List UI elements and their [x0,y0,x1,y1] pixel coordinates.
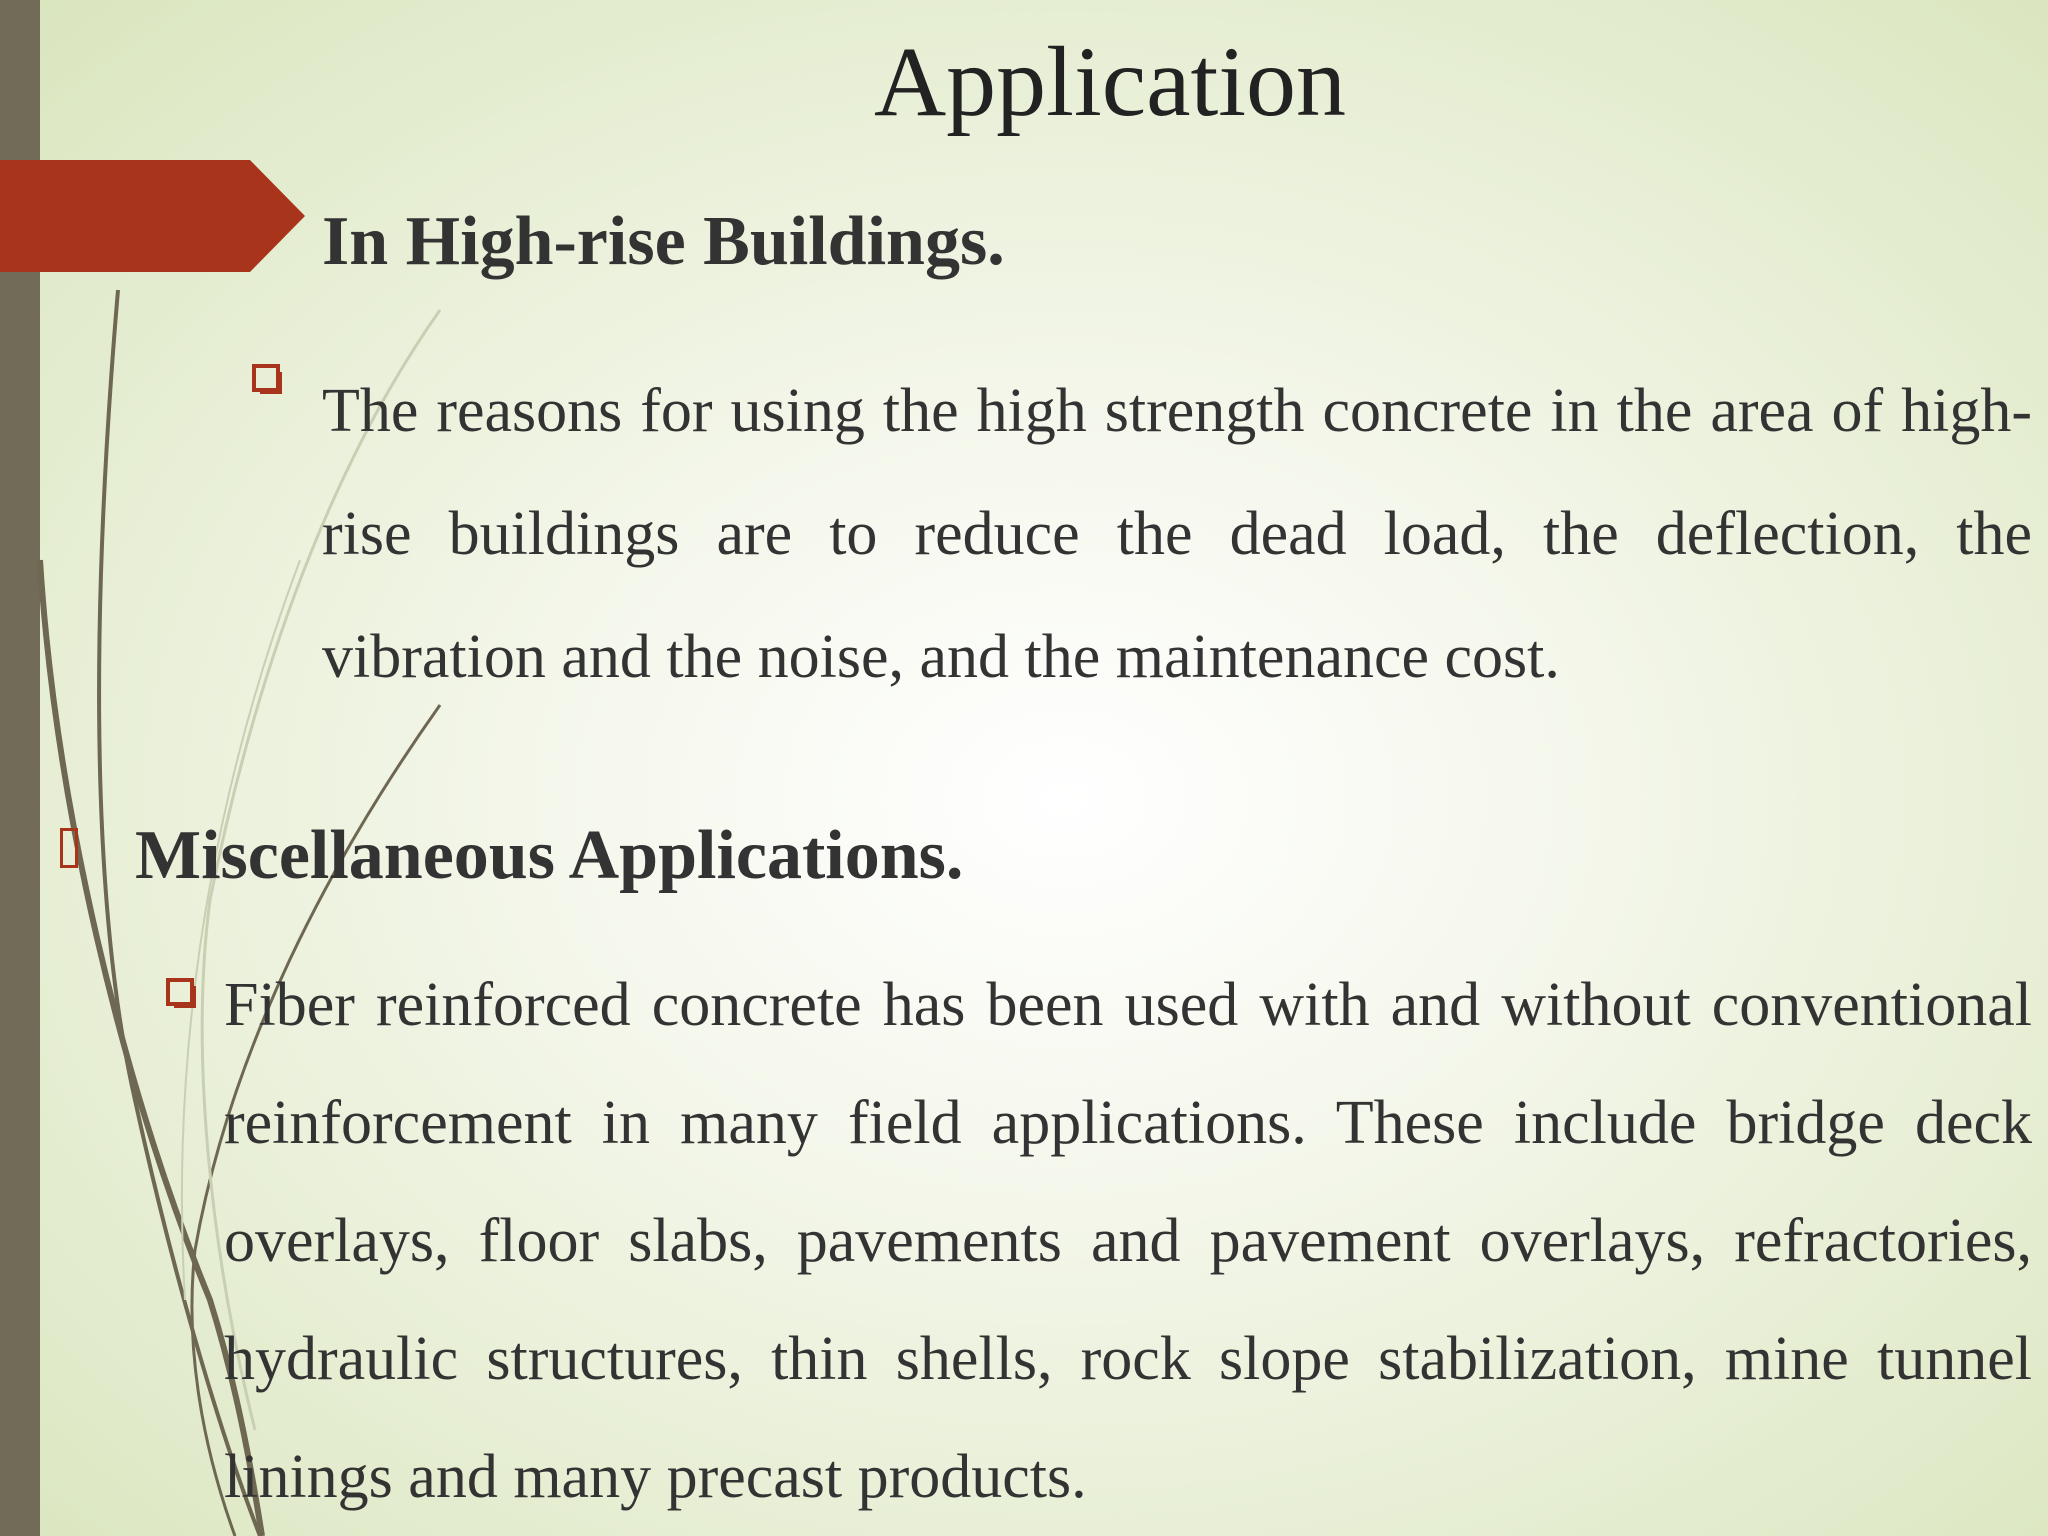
red-arrow-banner-icon [0,160,310,272]
hollow-square-bullet-icon [166,978,198,1010]
section-heading-high-rise: In High-rise Buildings. [322,203,1005,280]
miscellaneous-bullet-text: Fiber reinforced concrete has been used with and without conventional reinforcement in many field applications. These include bridge deck overlays, floor slabs, pavements and pavement overlays, refractories, hydraulic structures, thin shells, rock slope stabilization, mine tunnel linings and many precast products. [224,971,2032,1511]
slide-title: Application [873,26,1347,137]
hollow-square-bullet-icon [252,364,284,396]
high-rise-bullet-text: The reasons for using the high strength concrete in the area of high-rise buildings are to reduce the dead load, the deflection, the vibration and the noise, and the maintenance cost. [322,377,2032,691]
box-glyph-icon [60,828,78,868]
section-heading-miscellaneous: Miscellaneous Applications. [135,817,964,894]
